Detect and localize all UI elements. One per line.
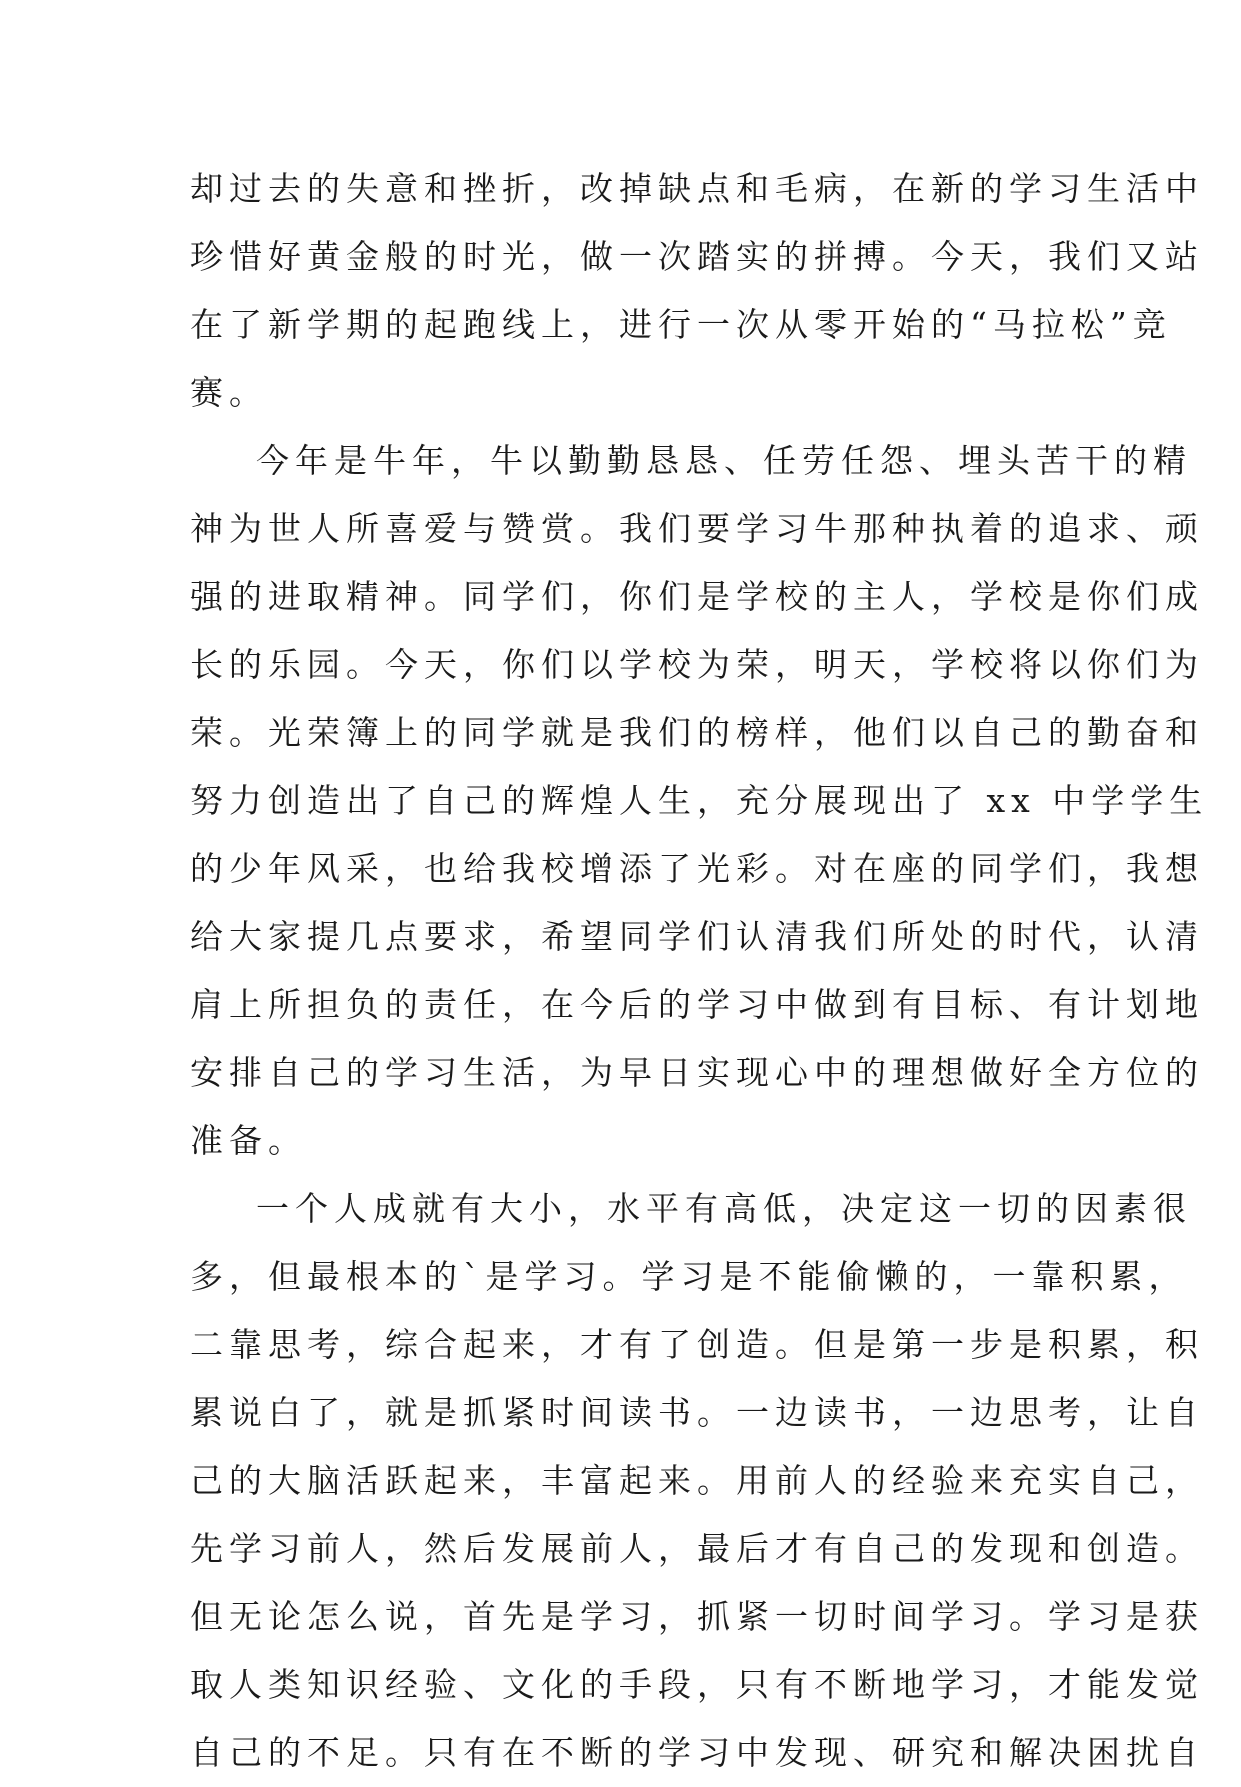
text-line: 安排自己的学习生活，为早日实现心中的理想做好全方位的: [190, 1053, 1204, 1092]
text-line: 的少年风采，也给我校增添了光彩。对在座的同学们，我想: [190, 849, 1204, 888]
text-line: 却过去的失意和挫折，改掉缺点和毛病，在新的学习生活中: [190, 169, 1204, 208]
text-line: 强的进取精神。同学们，你们是学校的主人，学校是你们成: [190, 577, 1204, 616]
paragraph-3: [190, 1175, 1204, 1787]
paragraph-2: [190, 427, 1209, 1175]
text-line: 自己的不足。只有在不断的学习中发现、研究和解决困扰自: [190, 1733, 1204, 1772]
paragraph-1: [190, 155, 1204, 427]
text-line: 在了新学期的起跑线上，进行一次从零开始的“马拉松”竞: [190, 305, 1172, 344]
text-line: 长的乐园。今天，你们以学校为荣，明天，学校将以你们为: [190, 645, 1204, 684]
document-body: [190, 155, 1209, 1787]
text-line: 努力创造出了自己的辉煌人生，充分展现出了 xx 中学学生: [190, 781, 1209, 820]
text-line: 今年是牛年，牛以勤勤恳恳、任劳任怨、埋头苦干的精: [256, 441, 1192, 480]
text-line: 但无论怎么说，首先是学习，抓紧一切时间学习。学习是获: [190, 1597, 1204, 1636]
text-line: 取人类知识经验、文化的手段，只有不断地学习，才能发觉: [190, 1665, 1204, 1704]
text-line: 二靠思考，综合起来，才有了创造。但是第一步是积累，积: [190, 1325, 1204, 1364]
text-line: 赛。: [190, 373, 268, 412]
text-line: 累说白了，就是抓紧时间读书。一边读书，一边思考，让自: [190, 1393, 1204, 1432]
text-line: 己的大脑活跃起来，丰富起来。用前人的经验来充实自己，: [190, 1461, 1204, 1500]
text-line: 荣。光荣簿上的同学就是我们的榜样，他们以自己的勤奋和: [190, 713, 1204, 752]
text-line: 准备。: [190, 1121, 307, 1160]
text-line: 给大家提几点要求，希望同学们认清我们所处的时代，认清: [190, 917, 1204, 956]
text-line: 多，但最根本的`是学习。学习是不能偷懒的，一靠积累，: [190, 1257, 1188, 1296]
text-line: 神为世人所喜爱与赞赏。我们要学习牛那种执着的追求、顽: [190, 509, 1204, 548]
text-line: 一个人成就有大小，水平有高低，决定这一切的因素很: [256, 1189, 1192, 1228]
text-line: 先学习前人，然后发展前人，最后才有自己的发现和创造。: [190, 1529, 1204, 1568]
text-line: 珍惜好黄金般的时光，做一次踏实的拼搏。今天，我们又站: [190, 237, 1204, 276]
text-line: 肩上所担负的责任，在今后的学习中做到有目标、有计划地: [190, 985, 1204, 1024]
